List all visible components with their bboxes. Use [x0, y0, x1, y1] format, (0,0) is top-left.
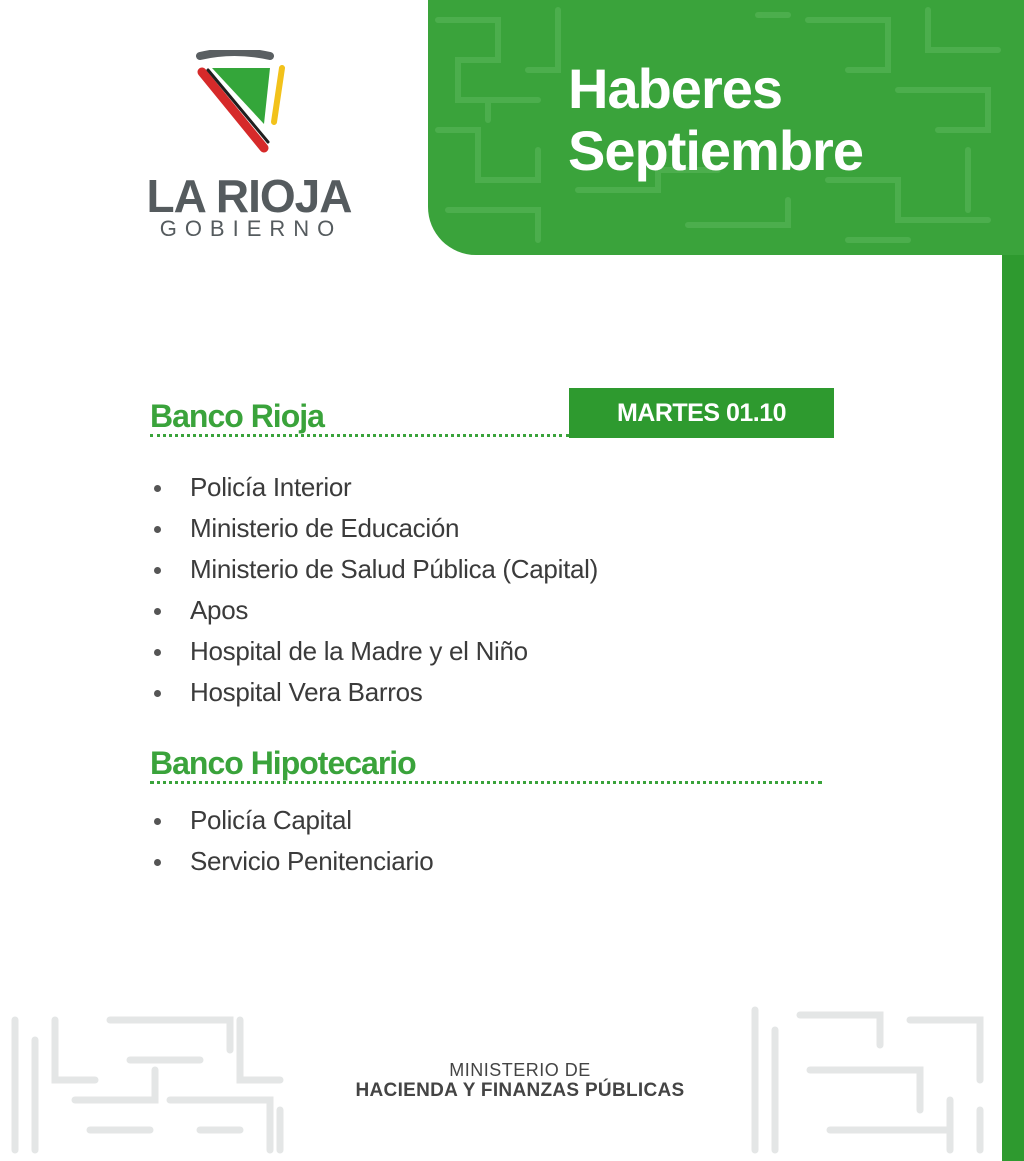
bank-divider-hipotecario — [150, 781, 822, 784]
logo-name: LA RIOJA — [146, 170, 352, 222]
footer-line1: MINISTERIO DE — [449, 1060, 591, 1080]
list-item: Hospital Vera Barros — [150, 672, 598, 713]
list-item: Policía Interior — [150, 467, 598, 508]
logo-subtitle: GOBIERNO — [159, 216, 343, 241]
bank-list-rioja — [150, 467, 598, 713]
footer-line2: HACIENDA Y FINANZAS PÚBLICAS — [355, 1080, 685, 1101]
date-badge: MARTES 01.10 — [569, 388, 834, 438]
bank-divider-rioja — [150, 434, 569, 437]
header-title-line1: Haberes — [568, 57, 783, 120]
bank-list-hipotecario — [150, 800, 433, 882]
list-item: Servicio Penitenciario — [150, 841, 433, 882]
list-item: Policía Capital — [150, 800, 433, 841]
header-title-line2: Septiembre — [568, 119, 863, 182]
bank-title-hipotecario: Banco Hipotecario — [150, 745, 416, 781]
header-title — [568, 58, 863, 182]
la-rioja-logo — [136, 50, 366, 250]
list-item: Hospital de la Madre y el Niño — [150, 631, 598, 672]
footer-ministry — [300, 1060, 740, 1102]
list-item: Apos — [150, 590, 598, 631]
rioja-emblem-icon — [194, 50, 290, 154]
right-accent-bar — [1002, 255, 1024, 1161]
footer-pattern-left-icon — [0, 1000, 300, 1161]
footer-pattern-right-icon — [740, 1000, 1002, 1161]
list-item: Ministerio de Educación — [150, 508, 598, 549]
list-item: Ministerio de Salud Pública (Capital) — [150, 549, 598, 590]
bank-title-rioja: Banco Rioja — [150, 398, 324, 434]
header-panel — [428, 0, 1024, 255]
